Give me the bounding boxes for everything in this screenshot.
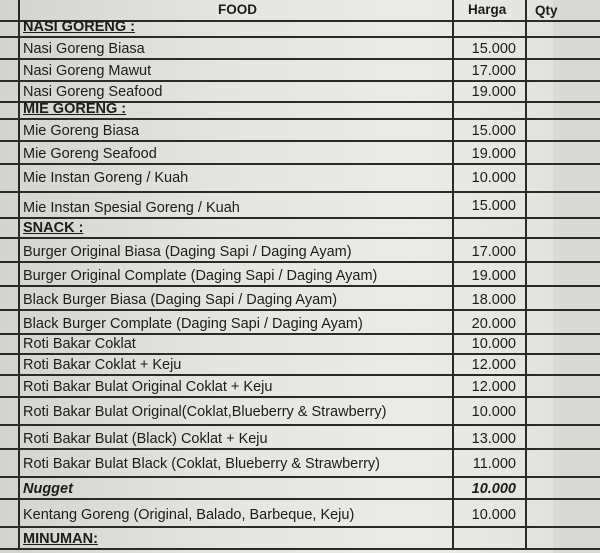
- table-row: [0, 398, 600, 426]
- table-row: [0, 287, 600, 311]
- table-row: [0, 193, 600, 219]
- item-price: 20.000: [452, 311, 525, 333]
- item-qty: [525, 193, 565, 217]
- section-title: NASI GORENG :: [18, 22, 452, 36]
- item-price: 13.000: [452, 426, 525, 448]
- item-name: Burger Original Complate (Daging Sapi / Daging Ayam): [18, 263, 452, 285]
- item-qty: [525, 60, 565, 80]
- item-price: 10.000: [452, 335, 525, 353]
- item-qty: [525, 38, 565, 58]
- item-name: Roti Bakar Bulat Original Coklat + Keju: [18, 376, 452, 396]
- item-price: 15.000: [452, 38, 525, 58]
- item-price: 10.000: [452, 398, 525, 424]
- table-row: [0, 38, 600, 60]
- table-row: [0, 426, 600, 450]
- item-name: Nugget: [18, 478, 452, 498]
- table-row: [0, 60, 600, 82]
- item-qty: [525, 263, 565, 285]
- item-price: 19.000: [452, 82, 525, 101]
- table-row: [0, 335, 600, 355]
- table-row: [0, 376, 600, 398]
- section-snack: [0, 219, 600, 239]
- item-price: 15.000: [452, 193, 525, 217]
- item-qty: [525, 165, 565, 191]
- item-qty: [525, 142, 565, 163]
- item-name: Roti Bakar Bulat (Black) Coklat + Keju: [18, 426, 452, 448]
- header-qty: Qty: [525, 0, 565, 20]
- item-name: Burger Original Biasa (Daging Sapi / Daging Ayam): [18, 239, 452, 261]
- item-qty: [525, 82, 565, 101]
- section-title: MIE GORENG :: [18, 103, 452, 118]
- table-row: [0, 120, 600, 142]
- item-qty: [525, 287, 565, 309]
- table-row: [0, 165, 600, 193]
- section-title: SNACK :: [18, 219, 452, 237]
- item-qty: [525, 239, 565, 261]
- item-name: Mie Goreng Seafood: [18, 142, 452, 163]
- item-price: 17.000: [452, 239, 525, 261]
- header-food: FOOD: [18, 0, 452, 20]
- table-row: [0, 263, 600, 287]
- item-price: 10.000: [452, 478, 525, 498]
- item-name: Mie Instan Spesial Goreng / Kuah: [18, 193, 452, 217]
- table-row: [0, 311, 600, 335]
- item-name: Nasi Goreng Seafood: [18, 82, 452, 101]
- item-name: Mie Instan Goreng / Kuah: [18, 165, 452, 191]
- item-price: 15.000: [452, 120, 525, 140]
- item-name: Roti Bakar Bulat Black (Coklat, Blueberry & Strawberry): [18, 450, 452, 476]
- item-qty: [525, 426, 565, 448]
- item-name: Kentang Goreng (Original, Balado, Barbeque, Keju): [18, 500, 452, 526]
- item-name: Nasi Goreng Biasa: [18, 38, 452, 58]
- item-qty: [525, 120, 565, 140]
- table-row: [0, 239, 600, 263]
- item-name: Mie Goreng Biasa: [18, 120, 452, 140]
- section-nasi-goreng: [0, 19, 600, 38]
- table-row: [0, 478, 600, 500]
- section-mie-goreng: [0, 103, 600, 120]
- table-row: [0, 82, 600, 103]
- item-name: Black Burger Biasa (Daging Sapi / Daging Ayam): [18, 287, 452, 309]
- item-price: 12.000: [452, 355, 525, 374]
- section-title: MINUMAN:: [18, 528, 452, 548]
- item-price: 12.000: [452, 376, 525, 396]
- item-qty: [525, 478, 565, 498]
- item-price: 11.000: [452, 450, 525, 476]
- item-qty: [525, 500, 565, 526]
- item-price: 10.000: [452, 165, 525, 191]
- item-name: Nasi Goreng Mawut: [18, 60, 452, 80]
- item-qty: [525, 335, 565, 353]
- item-name: Roti Bakar Coklat + Keju: [18, 355, 452, 374]
- table-row: [0, 355, 600, 376]
- header-price: Harga: [452, 0, 525, 20]
- item-name: Roti Bakar Coklat: [18, 335, 452, 353]
- item-price: 19.000: [452, 263, 525, 285]
- item-qty: [525, 398, 565, 424]
- table-row: [0, 500, 600, 528]
- item-price: 18.000: [452, 287, 525, 309]
- item-price: 19.000: [452, 142, 525, 163]
- table-row: [0, 142, 600, 165]
- item-name: Roti Bakar Bulat Original(Coklat,Blueberry & Strawberry): [18, 398, 452, 424]
- item-price: 10.000: [452, 500, 525, 526]
- table-row: [0, 450, 600, 478]
- section-minuman: [0, 528, 600, 550]
- item-qty: [525, 355, 565, 374]
- item-qty: [525, 376, 565, 396]
- item-price: 17.000: [452, 60, 525, 80]
- item-name: Black Burger Complate (Daging Sapi / Daging Ayam): [18, 311, 452, 333]
- item-qty: [525, 450, 565, 476]
- item-qty: [525, 311, 565, 333]
